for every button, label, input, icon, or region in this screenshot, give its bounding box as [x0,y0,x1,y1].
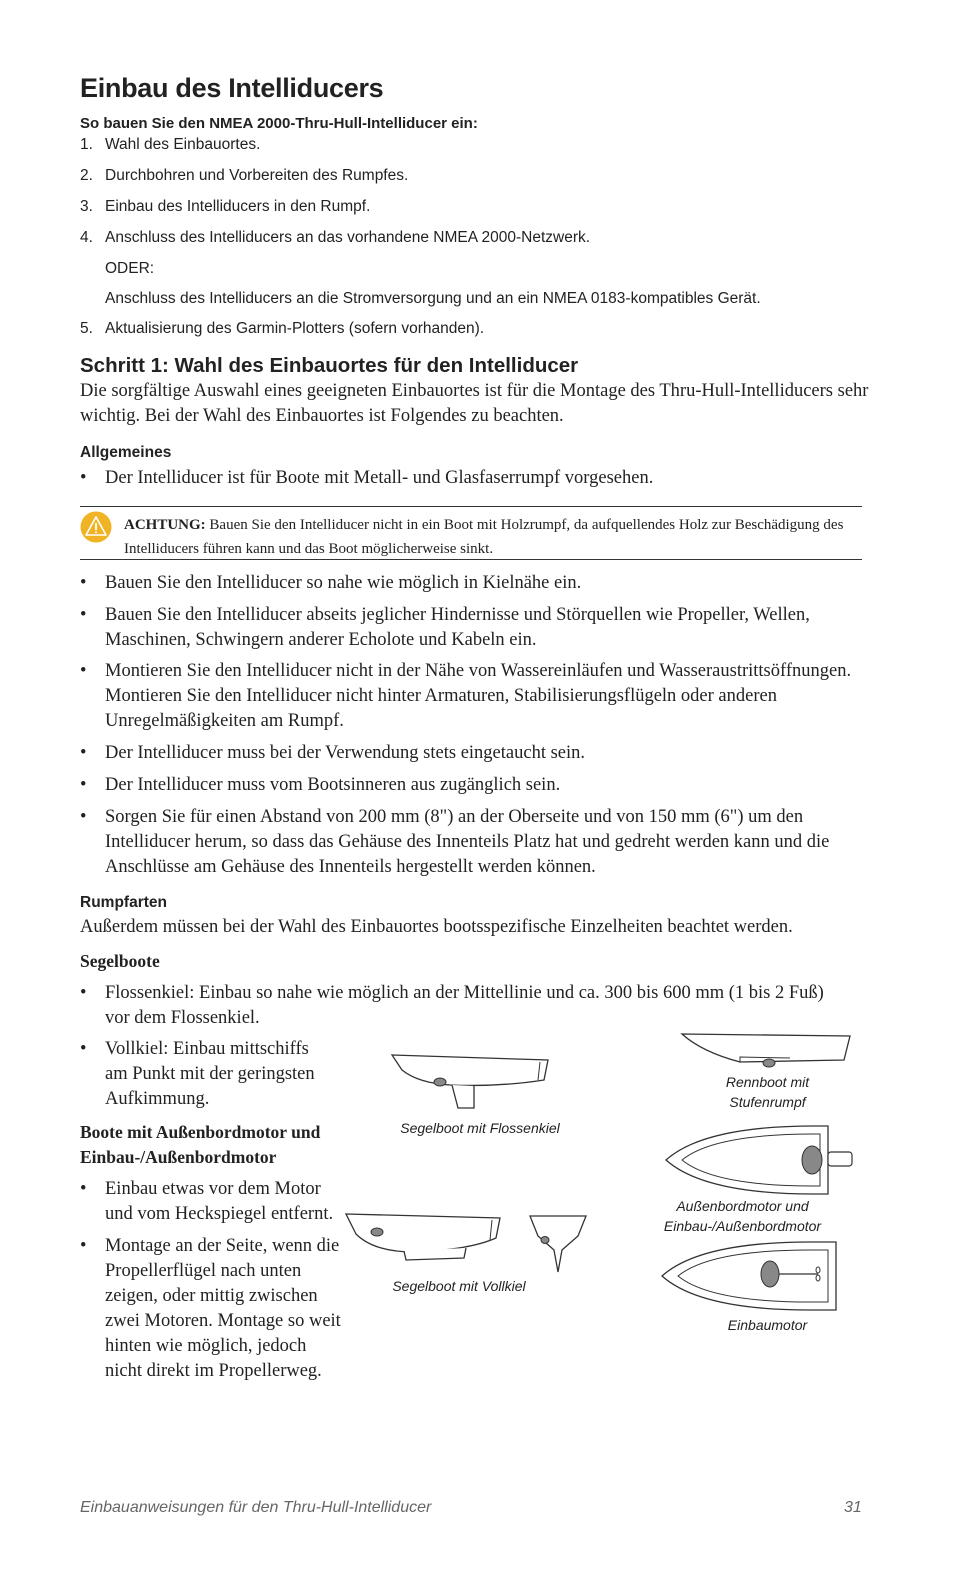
list-item [80,741,870,766]
warning-triangle-icon [80,511,112,543]
list-item-text: Der Intelliducer muss vom Bootsinneren aus zugänglich sein. [105,775,561,795]
list-item [80,466,870,491]
step-item [80,198,370,216]
list-item-text: Der Intelliducer muss bei der Verwendung stets eingetaucht sein. [105,743,586,763]
figure-caption: Segelboot mit Flossenkiel [400,1120,560,1136]
list-item [80,981,850,1031]
step-number: 1. [80,136,93,153]
list-item [80,571,870,596]
bullet-dot: • [80,1236,87,1256]
list-item [80,659,870,734]
list-item-text: Einbau etwas vor dem Motor und vom Heckspiegel entfernt. [105,1179,334,1224]
section-intro: Die sorgfältige Auswahl eines geeigneten Einbauortes ist für die Montage des Thru-Hull-Intelliducers sehr wichtig. Bei der Wahl des Einbauortes ist Folgendes zu beachten. [80,381,869,426]
step-text: Aktualisierung des Garmin-Plotters (sofern vorhanden). [105,320,485,337]
bullet-dot: • [80,1039,87,1059]
warning-box [80,506,862,560]
figure-caption: Einbaumotor [727,1317,808,1333]
bullet-dot: • [80,743,87,763]
list-item-text: Flossenkiel: Einbau so nahe wie möglich an der Mittellinie und ca. 300 bis 600 mm (1 bis 2 Fuß) vor dem Flossenkiel. [105,983,824,1028]
step-item [80,320,484,338]
list-item-text: Vollkiel: Einbau mittschiffs am Punkt mit der geringsten Aufkimmung. [105,1039,315,1109]
step-text: Durchbohren und Vorbereiten des Rumpfes. [105,167,409,184]
section-title: Schritt 1: Wahl des Einbauortes für den Intelliducer [80,354,579,377]
page-title: Einbau des Intelliducers [80,73,384,103]
list-item [80,1177,345,1227]
step-number: 3. [80,198,93,215]
step-text: Wahl des Einbauortes. [105,136,261,153]
full-keel-cross-section-illustration [528,1214,588,1274]
list-item [80,773,870,798]
step-text: Anschluss des Intelliducers an das vorhandene NMEA 2000-Netzwerk. [105,229,591,246]
list-item-text: Der Intelliducer ist für Boote mit Metall- und Glasfaserrumpf vorgesehen. [105,468,654,488]
figure-caption: Rennboot mit Stufenrumpf [725,1074,810,1110]
stepped-hull-boat-illustration [680,1032,852,1070]
bullet-dot: • [80,468,87,488]
list-item [80,1234,345,1384]
step-number: 4. [80,229,93,246]
full-keel-sailboat-illustration [344,1212,504,1262]
list-item-text: Sorgen Sie für einen Abstand von 200 mm (8") an der Oberseite und von 150 mm (6") um den Intelliducer herum, so dass das Gehäuse des Innenteils Platz hat und gedreht werden kann und die Anschlüsse am Gehäuse des Innenteils hergestellt werden können. [105,807,830,877]
fin-keel-sailboat-illustration [390,1050,550,1110]
warning-label: ACHTUNG: [124,517,206,533]
footer-text: Einbauanweisungen für den Thru-Hull-Intelliducer [80,1499,432,1516]
hull-heading: Rumpfarten [80,894,167,911]
list-item-text: Montage an der Seite, wenn die Propellerflügel nach unten zeigen, oder mittig zwischen zwei Motoren. Montage so weit hinten wie möglich, jedoch nicht direkt im Propellerweg. [105,1236,341,1381]
sailboat-heading: Segelboote [80,951,160,971]
page-number: 31 [844,1499,862,1516]
bullet-dot: • [80,983,87,1003]
step-text: Einbau des Intelliducers in den Rumpf. [105,198,371,215]
bullet-dot: • [80,775,87,795]
list-item-text: Bauen Sie den Intelliducer abseits jeglicher Hindernisse und Störquellen wie Propeller, Wellen, Maschinen, Schwingern anderer Echolote und Kabeln ein. [105,605,810,650]
step-number: 5. [80,320,93,337]
outboard-heading: Boote mit Außenbordmotor und Einbau-/Außenbordmotor [80,1122,321,1167]
hull-intro: Außerdem müssen bei der Wahl des Einbauortes bootsspezifische Einzelheiten beachtet werden. [80,917,793,937]
bullet-dot: • [80,573,87,593]
bullet-dot: • [80,807,87,827]
outboard-boat-illustration [664,1124,856,1196]
list-item [80,1037,325,1112]
step-item [80,229,590,247]
bullet-dot: • [80,1179,87,1199]
bullet-dot: • [80,661,87,681]
list-item-text: Bauen Sie den Intelliducer so nahe wie möglich in Kielnähe ein. [105,573,582,593]
general-heading: Allgemeines [80,444,172,461]
warning-body: Bauen Sie den Intelliducer nicht in ein Boot mit Holzrumpf, da aufquellendes Holz zur Beschädigung des Intelliducers führen kann und das Boot möglicherweise sinkt. [124,517,844,557]
step-number: 2. [80,167,93,184]
step-or: ODER: [105,260,155,277]
step-alternative: Anschluss des Intelliducers an die Stromversorgung und an ein NMEA 0183-kompatibles Gerät. [105,290,761,307]
warning-text [124,513,844,561]
figure-caption: Außenbordmotor und Einbau-/Außenbordmotor [663,1198,822,1234]
list-item [80,805,850,880]
step-item [80,167,408,185]
inboard-boat-illustration [660,1240,842,1312]
step-item [80,136,260,154]
list-item-text: Montieren Sie den Intelliducer nicht in der Nähe von Wassereinläufen und Wasseraustrittsöffnungen. Montieren Sie den Intelliducer nicht hinter Armaturen, Stabilisierungsflügeln oder anderen Unregelmäßigkeiten am Rumpf. [105,661,852,731]
list-item [80,603,850,653]
figure-caption: Segelboot mit Vollkiel [392,1278,526,1294]
bullet-dot: • [80,605,87,625]
install-intro: So bauen Sie den NMEA 2000-Thru-Hull-Intelliducer ein: [80,115,478,132]
